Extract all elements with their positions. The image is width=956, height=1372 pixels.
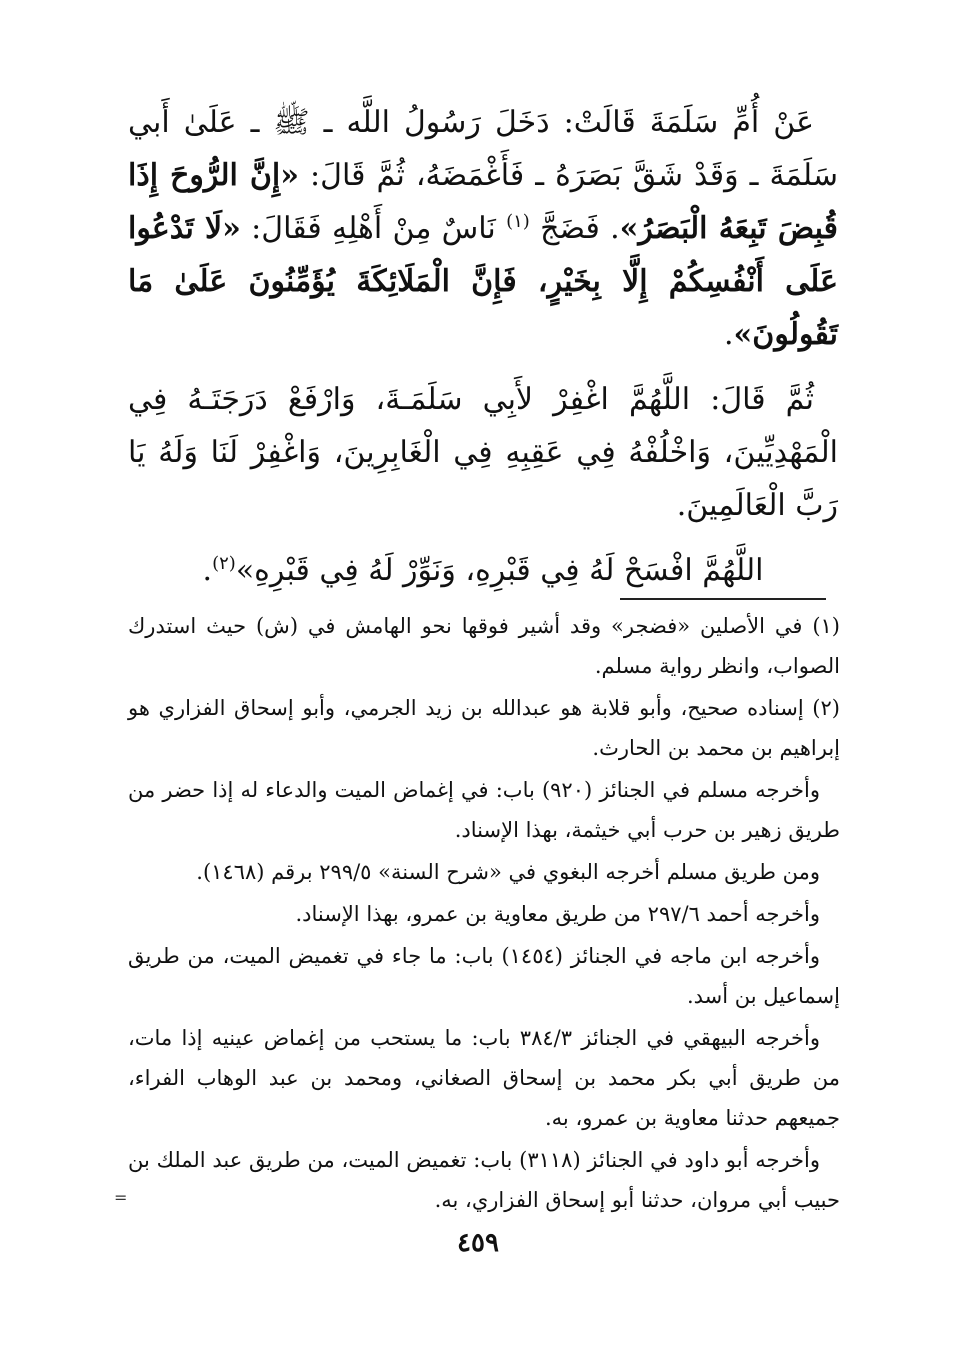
footnote: وأخرجه ابن ماجه في الجنائز (١٤٥٤) باب: ما جاء في تغميض الميت، من طريق إسماعيل بن أسد. bbox=[128, 944, 840, 1008]
footnote-separator bbox=[620, 598, 826, 600]
prophetic-quote: «إِنَّ الرُّوحَ إِذَا قُبِضَ تَبِعَهُ الْبَصَرُ» bbox=[128, 158, 838, 246]
footnotes bbox=[128, 606, 840, 1222]
narration-text: نَاسٌ مِنْ أَهْلِهِ فَقَالَ: bbox=[240, 211, 507, 246]
footnote: (١) في الأصلين «فضجر» وقد أشير فوقها نحو الهامش في (ش) حيث استدرك الصواب، وانظر رواية مسلم. bbox=[128, 614, 840, 678]
narration-text: . فَضَجَّ bbox=[529, 211, 620, 246]
footnote: (٢) إسناده صحيح، وأبو قلابة هو عبدالله بن زيد الجرمي، وأبو إسحاق الفزاري هو إبراهيم بن محمد بن الحارث. bbox=[128, 696, 840, 760]
footnote: وأخرجه أحمد ٢٩٧/٦ من طريق معاوية بن عمرو، بهذا الإسناد. bbox=[295, 902, 820, 926]
footnote: وأخرجه البيهقي في الجنائز ٣٨٤/٣ باب: ما يستحب من إغماض عينيه إذا مات، من طريق أبي بكر محمد بن إسحاق الصغاني، ومحمد بن عبد الوهاب الفراء، جميعهم حدثنا معاوية بن عمرو، به. bbox=[128, 1026, 840, 1130]
footnote-ref: (١) bbox=[506, 211, 530, 232]
punctuation: . bbox=[724, 317, 734, 352]
supplication-line bbox=[128, 544, 838, 597]
prophetic-quote: «لَا تَدْعُوا عَلَى أَنْفُسِكُمْ إِلَّا بِخَيْرٍ، فَإِنَّ الْمَلَائِكَةَ يُؤَمِّنُونَ عَلَىٰ مَا تَقُولُونَ» bbox=[128, 211, 838, 352]
footnote: ومن طريق مسلم أخرجه البغوي في «شرح السنة» ٢٩٩/٥ برقم (١٤٦٨). bbox=[196, 860, 820, 884]
page-number: ٤٥٩ bbox=[457, 1228, 499, 1258]
main-text bbox=[128, 96, 838, 609]
supplication-paragraph: ثُمَّ قَالَ: اللَّهُمَّ اغْفِرْ لأَبِي سَلَمَـةَ، وَارْفَعْ دَرَجَتَـهُ فِي الْمَهْدِيِّينَ، وَاخْلُفْهُ فِي عَقِبِهِ فِي الْغَابِرِينَ، وَاغْفِرْ لَنَا وَلَهُ يَا رَبَّ الْعَالَمِينَ. bbox=[128, 382, 838, 523]
punctuation: . bbox=[202, 553, 213, 588]
continuation-mark: = bbox=[114, 1188, 128, 1207]
narration-text: عَنْ أُمِّ سَلَمَةَ قَالَتْ: دَخَلَ رَسُولُ اللَّه ـ ﷺ ـ عَلَىٰ أَبي سَلَمَةَ ـ وَقَدْ شَقَّ بَصَرَهُ ـ فَأَغْمَضَهُ، ثُمَّ قَالَ: bbox=[128, 105, 839, 193]
supplication-text: اللَّهُمَّ افْسَحْ لَهُ فِي قَبْرِهِ، وَنَوِّرْ لَهُ فِي قَبْرِهِ» bbox=[235, 553, 764, 588]
footnote: وأخرجه أبو داود في الجنائز (٣١١٨) باب: تغميض الميت، من طريق عبد الملك بن حبيب أبي مروان، حدثنا أبو إسحاق الفزاري، به. bbox=[128, 1148, 840, 1212]
footnote: وأخرجه مسلم في الجنائز (٩٢٠) باب: في إغماض الميت والدعاء له إذا حضر من طريق زهير بن حرب أبي خيثمة، بهذا الإسناد. bbox=[128, 778, 840, 842]
hadith-paragraph bbox=[128, 96, 838, 361]
footnote-ref: (٢) bbox=[212, 553, 236, 574]
